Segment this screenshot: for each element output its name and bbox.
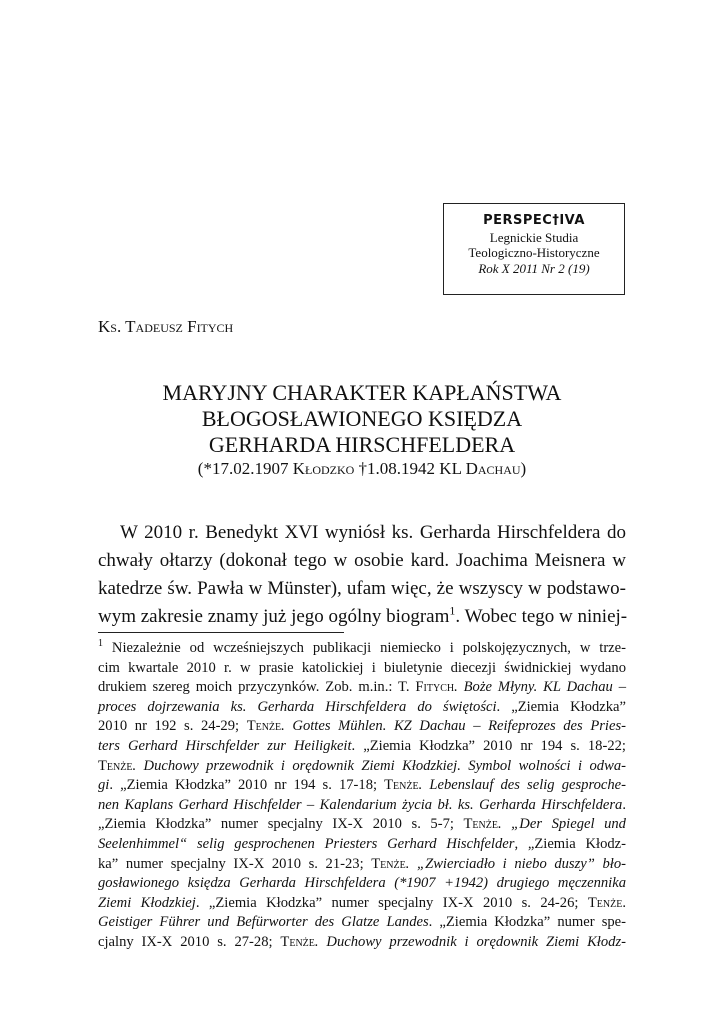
body-line-4-text: wym zakresie znamy już jego ogólny biogram <box>98 606 450 627</box>
body-line-4-tail: . Wobec tego w niniej- <box>455 606 628 627</box>
footnote-title: . Boże Młyny. KL Dachau – <box>454 679 626 696</box>
footnote-title: . Gottes Mühlen. KZ Dachau – Reifeprozes des Pries- <box>281 718 626 735</box>
footnote-title: . Duchowy przewodnik i orędownik Ziemi Kłodz- <box>314 933 626 950</box>
footnote-author: Tenże <box>280 933 315 950</box>
footnote-text: . „Ziemia Kłodzka” <box>496 698 626 715</box>
author-name: Ks. Tadeusz Fitych <box>98 317 234 336</box>
footnote-line-16 <box>98 933 626 953</box>
footnote-text: . „Ziemia Kłodzka” 2010 nr 194 s. 18-22; <box>351 737 626 754</box>
footnote-text: 2010 nr 192 s. 24-29; <box>98 718 247 735</box>
body-line-2: chwały ołtarzy (dokonał tego w osobie kard. Joachima Meisnera w <box>98 550 626 571</box>
footnote-line-11 <box>98 835 626 855</box>
body-line-1: W 2010 r. Benedykt XVI wyniósł ks. Gerharda Hirschfeldera do <box>120 522 626 543</box>
footnote-text: . „Ziemia Kłodzka” numer spe- <box>428 914 627 931</box>
footnote-line-15 <box>98 913 626 933</box>
footnote-text: . <box>622 796 626 813</box>
article-title <box>98 380 626 480</box>
footnote-text: , „Ziemia Kłodz- <box>514 835 627 852</box>
footnote-text: drukiem szereg moich przyczynków. Zob. m.in.: T. <box>98 679 416 696</box>
title-line-2: BŁOGOSŁAWIONEGO KSIĘDZA <box>201 406 523 431</box>
footnote-title: gosławionego księdza Gerharda Hirschfeldera (*1907 +1942) drugiego męczennika <box>98 875 626 892</box>
footnote-text: „Ziemia Kłodzka” numer specjalny IX-X 2010 s. 5-7; <box>98 816 464 833</box>
footnote-title: proces dojrzewania ks. Gerharda Hirschfeldera do świętości <box>98 698 497 715</box>
footnote-title: . „Der Spiegel und <box>497 816 626 833</box>
footnote-reference[interactable]: 1 <box>449 603 456 618</box>
footnote-title: Geistiger Führer und Befürworter des Glatze Landes <box>98 914 429 931</box>
footnote-separator <box>98 632 344 633</box>
footnote-author: Tenże <box>98 757 133 774</box>
footnote-line-1 <box>98 639 626 659</box>
footnote-author: Tenże <box>587 894 623 911</box>
footnote-line-4 <box>98 698 626 718</box>
footnote-title: . „Zwierciadło i niebo duszy” bło- <box>405 855 626 872</box>
journal-subtitle-1: Legnickie Studia <box>489 229 579 245</box>
footnote-author: Tenże <box>371 855 406 872</box>
title-line-3: GERHARDA HIRSCHFELDERA <box>208 432 516 457</box>
body-line-4 <box>98 603 626 631</box>
journal-subtitle-2: Teologiczno-Historyczne <box>468 245 600 261</box>
footnote-text: cjalny IX-X 2010 s. 27-28; <box>98 933 281 950</box>
footnote-text: . „Ziemia Kłodzka” 2010 nr 194 s. 17-18; <box>109 777 385 794</box>
footnote-line-13 <box>98 874 626 894</box>
footnote-line-8 <box>98 776 626 796</box>
footnote-text: . <box>622 894 626 911</box>
footnote-title: gi <box>98 777 110 794</box>
footnote-author: Tenże <box>463 816 498 833</box>
footnote-line-2: cim kwartale 2010 r. w prasie katolickiej i biuletynie diecezji świdnickiej wydano <box>98 659 626 676</box>
footnote-author: Tenże <box>246 718 282 735</box>
body-paragraph <box>98 519 626 631</box>
footnote-text: . „Ziemia Kłodzka” numer specjalny IX-X 2010 s. 24-26; <box>195 894 588 911</box>
footnote-title: . Lebenslauf des selig gesproche- <box>418 777 626 794</box>
footnote-line-3 <box>98 678 626 698</box>
journal-issue: Rok X 2011 Nr 2 (19) <box>478 260 590 276</box>
footnote-title: nen Kaplans Gerhard Hischfelder – Kalendarium życia bł. ks. Gerharda Hirschfeldera <box>98 796 623 813</box>
footnote-title: ters Gerhard Hirschfelder zur Heiligkeit <box>98 737 352 754</box>
footnote-title: . Duchowy przewodnik i orędownik Ziemi Kłodzkiej. Symbol wolności i odwa- <box>132 757 626 774</box>
title-line-1: MARYJNY CHARAKTER KAPŁAŃSTWA <box>162 380 562 405</box>
footnote-marker: 1 <box>98 638 103 650</box>
footnote-title: Ziemi Kłodzkiej <box>98 894 196 911</box>
footnote-line-14 <box>98 894 626 914</box>
footnote-line-10 <box>98 815 626 835</box>
footnote-author: Fitych <box>415 679 455 696</box>
footnote-text: Niezależnie od wcześniejszych publikacji niemiecko i polskojęzycznych, w trze- <box>111 640 626 656</box>
title-dates: (*17.02.1907 Kłodzko †1.08.1942 KL Dachau) <box>197 459 527 478</box>
journal-info-box <box>443 203 625 295</box>
body-line-3: katedrze św. Pawła w Münster), ufam więc, że wszyscy w podstawo- <box>98 578 626 599</box>
footnote-line-5 <box>98 717 626 737</box>
footnote-author: Tenże <box>384 777 419 794</box>
journal-name: PERSPEC†IVA <box>483 213 585 228</box>
footnote-text: ka” numer specjalny IX-X 2010 s. 21-23; <box>98 855 372 872</box>
footnote-title: Seelenhimmel“ selig gesprochenen Priesters Gerhard Hischfelder <box>98 835 515 852</box>
footnote <box>98 639 626 953</box>
footnote-line-7 <box>98 757 626 777</box>
footnote-line-9 <box>98 796 626 816</box>
footnote-line-12 <box>98 855 626 875</box>
footnote-line-6 <box>98 737 626 757</box>
